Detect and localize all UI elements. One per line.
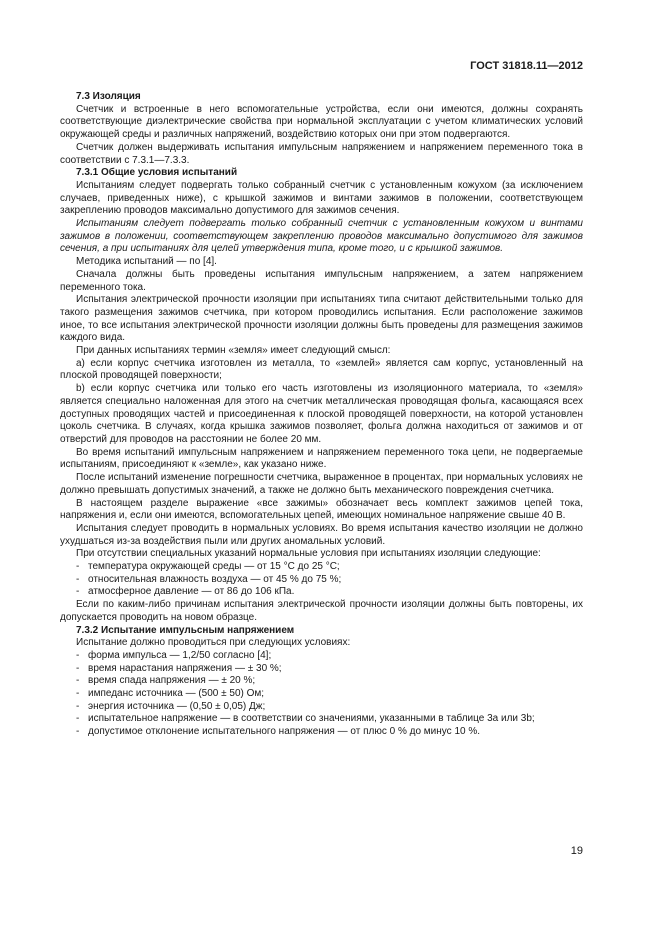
list-item-text: атмосферное давление — от 86 до 106 кПа. [88, 586, 295, 598]
list-item [60, 574, 583, 587]
list-item [60, 688, 583, 701]
paragraph: Испытания электрической прочности изоляции при испытаниях типа считают действительными только для такого размещения зажимов счетчика, при котором проводились испытания. Если расположение зажимов иное, то все испытания электрической прочности изоляции должны быть проведены для размещения зажимов каждого вида. [60, 294, 583, 344]
list-dash: - [76, 726, 80, 738]
list-item-text: температура окружающей среды — от 15 °C до 25 °C; [88, 561, 340, 573]
list-dash: - [76, 573, 80, 585]
list-item [60, 713, 583, 726]
paragraph: При данных испытаниях термин «земля» имеет следующий смысл: [76, 345, 391, 357]
list-item [60, 675, 583, 688]
list-item-text: испытательное напряжение — в соответствии со значениями, указанными в таблице 3а или 3b; [88, 713, 535, 725]
subsection-title: 7.3.1 Общие условия испытаний [76, 167, 238, 179]
paragraph: b) если корпус счетчика или только его часть изготовлены из изоляционного материала, то «земля» является специально наложенная для этого на счетчик металлическая проводящая фольга, касающаяся всех доступных проводящих частей и присоединенная к плоской проводящей поверхности, на которой установлен цоколь счетчика. В случаях, когда крышка зажимов позволяет, фольга должна находиться от зажимов и от отверстий для проводов на расстоянии не более 20 мм. [60, 383, 583, 445]
list-item-text: энергия источника — (0,50 ± 0,05) Дж; [88, 700, 266, 712]
list-dash: - [76, 586, 80, 598]
standard-header: ГОСТ 31818.11—2012 [470, 60, 583, 72]
paragraph: Испытания следует проводить в нормальных условиях. Во время испытания качество изоляции не должно ухудшаться из-за воздействия пыли или других аномальных условий. [60, 522, 583, 547]
paragraph: После испытаний изменение погрешности счетчика, выраженное в процентах, при нормальных условиях не должно превышать допустимых значений, а также не должно быть механического повреждения счетчика. [60, 472, 583, 496]
document-body [60, 91, 583, 739]
list-item [60, 701, 583, 714]
list-item [60, 650, 583, 663]
paragraph: При отсутствии специальных указаний нормальные условия при испытаниях изоляции следующие: [76, 548, 541, 560]
list-dash: - [76, 700, 80, 712]
list-item-text: допустимое отклонение испытательного напряжения — от плюс 0 % до минус 10 %. [88, 726, 481, 738]
list-item-text: форма импульса — 1,2/50 согласно [4]; [88, 649, 272, 661]
list-item [60, 561, 583, 574]
list-dash: - [76, 561, 80, 573]
paragraph: Испытаниям следует подвергать только собранный счетчик с установленным кожухом (за исключением случаев, приведенных ниже), с крышкой зажимов и винтами зажимов в положении, соответствующем закреплению проводов максимально допустимого для зажимов сечения. [60, 179, 583, 217]
list-dash: - [76, 662, 80, 674]
section-title: 7.3 Изоляция [76, 91, 141, 102]
list-dash: - [76, 649, 80, 661]
paragraph: Счетчик и встроенные в него вспомогательные устройства, если они имеются, должны сохранять соответствующие диэлектрические свойства при нормальной эксплуатации с учетом климатических условий окружающей среды и различных напряжений, воздействию которых они при этом подвергаются. [60, 103, 583, 141]
paragraph: а) если корпус счетчика изготовлен из металла, то «землей» является сам корпус, установленный на плоской проводящей поверхности; [60, 357, 583, 382]
list-item [60, 726, 583, 739]
paragraph: Испытание должно проводиться при следующих условиях: [76, 637, 351, 649]
list-dash: - [76, 675, 80, 687]
paragraph: Если по каким-либо причинам испытания электрической прочности изоляции должны быть повторены, их допускается проводить на новом образце. [60, 599, 583, 623]
paragraph: Во время испытаний импульсным напряжением и напряжением переменного тока цепи, не подвергаемые испытаниям, присоединяют к «земле», как указано ниже. [60, 446, 583, 471]
subsection-title: 7.3.2 Испытание импульсным напряжением [76, 624, 295, 636]
paragraph: Сначала должны быть проведены испытания импульсным напряжением, а затем напряжением переменного тока. [60, 268, 583, 293]
page-number: 19 [570, 845, 583, 857]
list-item-text: время нарастания напряжения — ± 30 %; [88, 662, 282, 674]
list-item-text: импеданс источника — (500 ± 50) Ом; [88, 688, 265, 700]
list-item [60, 663, 583, 676]
list-item [60, 586, 583, 599]
paragraph: Методика испытаний — по [4]. [76, 256, 217, 268]
list-item-text: относительная влажность воздуха — от 45 % до 75 %; [88, 573, 342, 585]
paragraph: Счетчик должен выдерживать испытания импульсным напряжением и напряжением переменного тока в соответствии с 7.3.1—7.3.3. [60, 141, 583, 166]
paragraph: В настоящем разделе выражение «все зажимы» обозначает весь комплект зажимов цепей тока, напряжения и, если они имеются, вспомогательных цепей, имеющих номинальное напряжение свыше 40 В. [60, 497, 583, 522]
paragraph-italic: Испытаниям следует подвергать только собранный счетчик с установленным кожухом и винтами зажимов в положении, соответствующем закреплению проводов максимально допустимого для зажимов сечения, а при испытаниях для целей утверждения типа, кроме того, и с крышкой зажимов. [60, 218, 583, 255]
list-dash: - [76, 688, 80, 700]
list-dash: - [76, 713, 80, 725]
list-item-text: время спада напряжения — ± 20 %; [88, 675, 256, 687]
